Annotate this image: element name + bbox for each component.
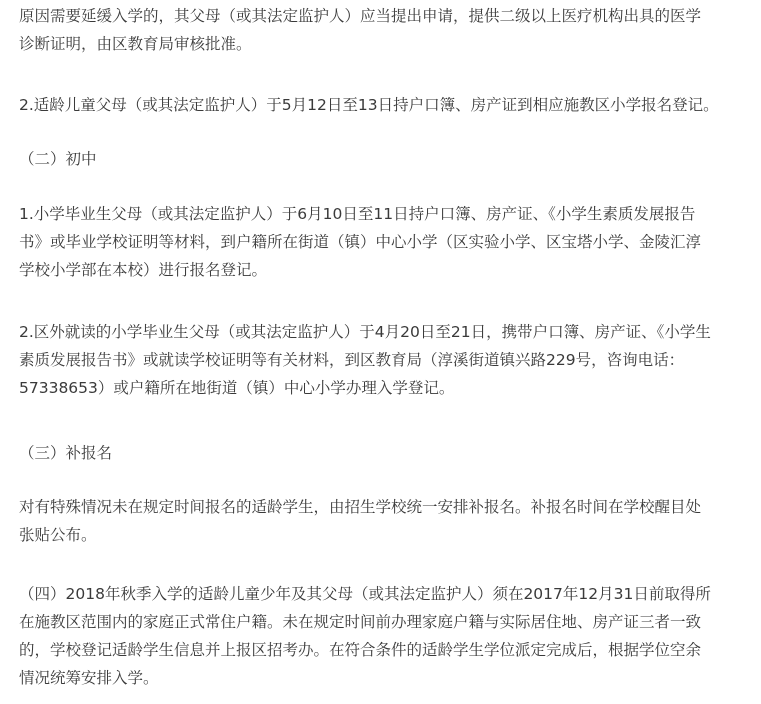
section-heading-late-registration xyxy=(19,439,749,467)
text-line: 57338653）或户籍所在地街道（镇）中心小学办理入学登记。 xyxy=(19,379,455,397)
text-line: 在施教区范围内的家庭正式常住户籍。未在规定时间前办理家庭户籍与实际居住地、房产证三者一致 xyxy=(19,613,702,631)
text-line: 学校小学部在本校）进行报名登记。 xyxy=(19,261,268,279)
text-line: 素质发展报告书》或就读学校证明等有关材料，到区教育局（淳溪街道镇兴路229号，咨询电话： xyxy=(19,351,685,369)
text-line: 张贴公布。 xyxy=(19,526,97,544)
text-line: 原因需要延缓入学的，其父母（或其法定监护人）应当提出申请，提供二级以上医疗机构出具的医学 xyxy=(19,7,702,25)
paragraph-middle-registration-2 xyxy=(19,318,749,402)
text-line: （二）初中 xyxy=(19,150,97,168)
paragraph-middle-registration-1 xyxy=(19,200,749,284)
paragraph-late-registration xyxy=(19,493,749,549)
paragraph-residency-requirement xyxy=(19,580,749,692)
paragraph-primary-registration xyxy=(19,91,749,119)
text-line: 2.适龄儿童父母（或其法定监护人）于5月12日至13日持户口簿、房产证到相应施教区小学报名登记。 xyxy=(19,96,719,114)
text-line: 1.小学毕业生父母（或其法定监护人）于6月10日至11日持户口簿、房产证、《小学生素质发展报告 xyxy=(19,205,696,223)
text-line: 的，学校登记适龄学生信息并上报区招考办。在符合条件的适龄学生学位派定完成后，根据学位空余 xyxy=(19,641,702,659)
text-line: 诊断证明，由区教育局审核批准。 xyxy=(19,35,252,53)
text-line: （三）补报名 xyxy=(19,444,113,462)
text-line: 情况统筹安排入学。 xyxy=(19,669,159,687)
section-heading-middle-school xyxy=(19,145,749,173)
text-line: 2.区外就读的小学毕业生父母（或其法定监护人）于4月20日至21日，携带户口簿、房产证、《小学生 xyxy=(19,323,711,341)
text-line: 书》或毕业学校证明等材料，到户籍所在街道（镇）中心小学（区实验小学、区宝塔小学、金陵汇淳 xyxy=(19,233,702,251)
paragraph-deferred-enrollment xyxy=(19,2,749,58)
text-line: 对有特殊情况未在规定时间报名的适龄学生，由招生学校统一安排补报名。补报名时间在学校醒目处 xyxy=(19,498,702,516)
text-line: （四）2018年秋季入学的适龄儿童少年及其父母（或其法定监护人）须在2017年12月31日前取得所 xyxy=(19,585,711,603)
